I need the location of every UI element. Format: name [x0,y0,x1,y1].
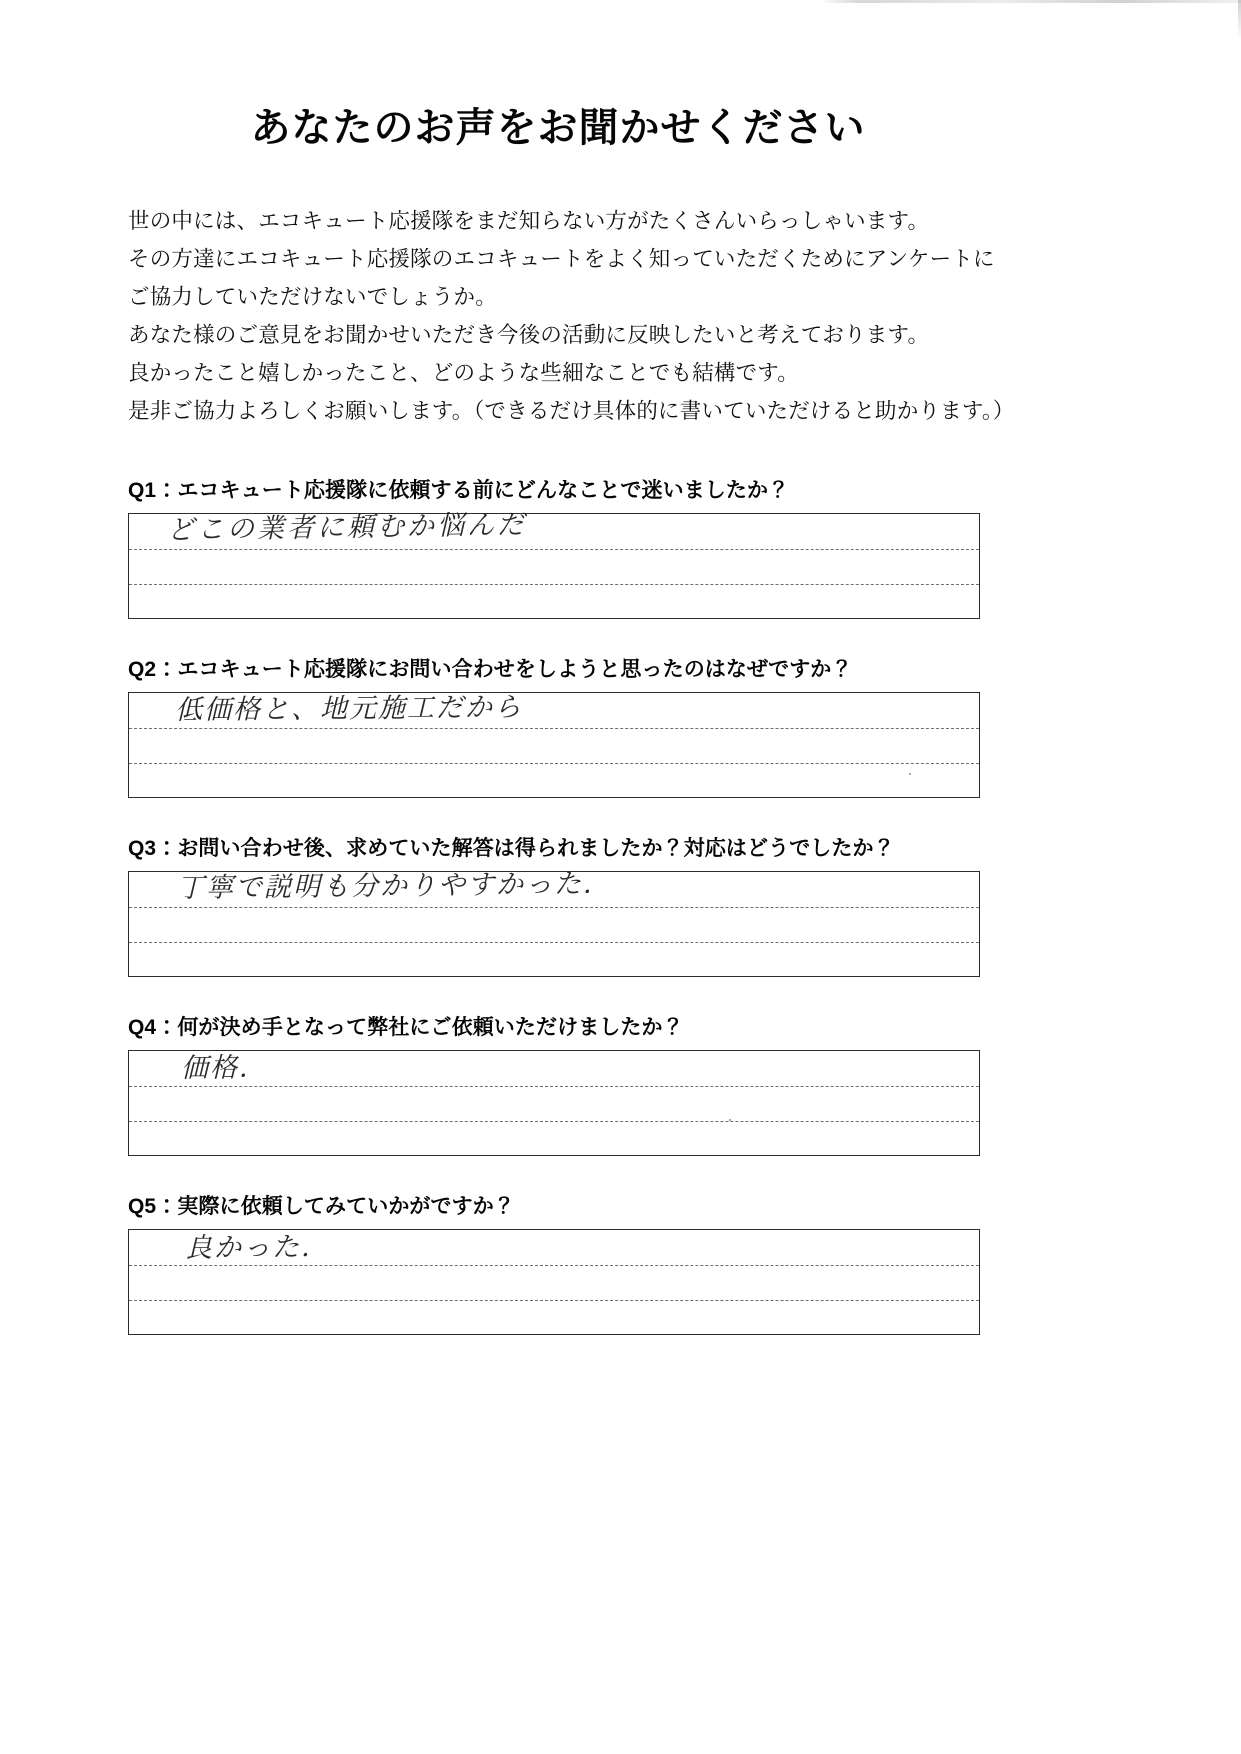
question-label-q3: Q3：お問い合わせ後、求めていた解答は得られましたか？対応はどうでしたか？ [128,837,895,860]
intro-paragraph [128,202,1015,430]
handwritten-answer-q4: 価格. [180,1052,250,1084]
answer-rule [129,1300,979,1301]
page-title: あなたのお声をお聞かせください [250,106,866,150]
intro-line: あなた様のご意見をお聞かせいただき今後の活動に反映したいと考えております。 [128,323,930,347]
intro-line: その方達にエコキュート応援隊のエコキュートをよく知っていただくためにアンケートに [128,247,995,271]
scan-speck [729,1119,731,1121]
intro-line: 世の中には、エコキュート応援隊をまだ知らない方がたくさんいらっしゃいます。 [128,209,930,233]
question-block-q4 [128,1011,988,1156]
answer-box-q3[interactable] [128,868,980,977]
answer-rule [129,1086,979,1087]
question-block-q5 [128,1190,988,1335]
intro-line: ご協力していただけないでしょうか。 [128,285,497,309]
question-label-q4: Q4：何が決め手となって弊社にご依頼いただけましたか？ [128,1016,684,1039]
document-content [128,0,1015,1335]
scan-speck [909,773,911,775]
intro-line: 良かったこと嬉しかったこと、どのような些細なことでも結構です。 [128,361,799,385]
answer-rule [129,728,979,729]
handwritten-answer-q3: 丁寧で説明も分かりやすかった. [176,868,594,904]
question-label-q2: Q2：エコキュート応援隊にお問い合わせをしようと思ったのはなぜですか？ [128,658,853,681]
question-label-q5: Q5：実際に依頼してみていかがですか？ [128,1195,515,1218]
question-block-q2 [128,653,988,798]
handwritten-answer-q5: 良かった. [184,1231,312,1264]
answer-rule [129,584,979,585]
answer-rule [129,942,979,943]
question-block-q3 [128,832,988,977]
answer-box-q5[interactable] [128,1229,980,1335]
answer-box-q2[interactable] [128,692,980,798]
answer-box-q4[interactable] [128,1050,980,1156]
intro-line: 是非ご協力よろしくお願いします。（できるだけ具体的に書いていただけると助かります。） [128,399,1015,423]
answer-rule [129,549,979,550]
question-label-q1: Q1：エコキュート応援隊に依頼する前にどんなことで迷いましたか？ [128,479,790,502]
question-block-q1 [128,474,988,619]
answer-rule [129,907,979,908]
handwritten-answer-q2: 低価格と、地元施工だから [174,691,524,726]
answer-rule [129,1121,979,1122]
answer-rule [129,763,979,764]
answer-box-q1[interactable] [128,509,980,619]
handwritten-answer-q1: どこの業者に頼むか悩んだ [166,509,528,546]
